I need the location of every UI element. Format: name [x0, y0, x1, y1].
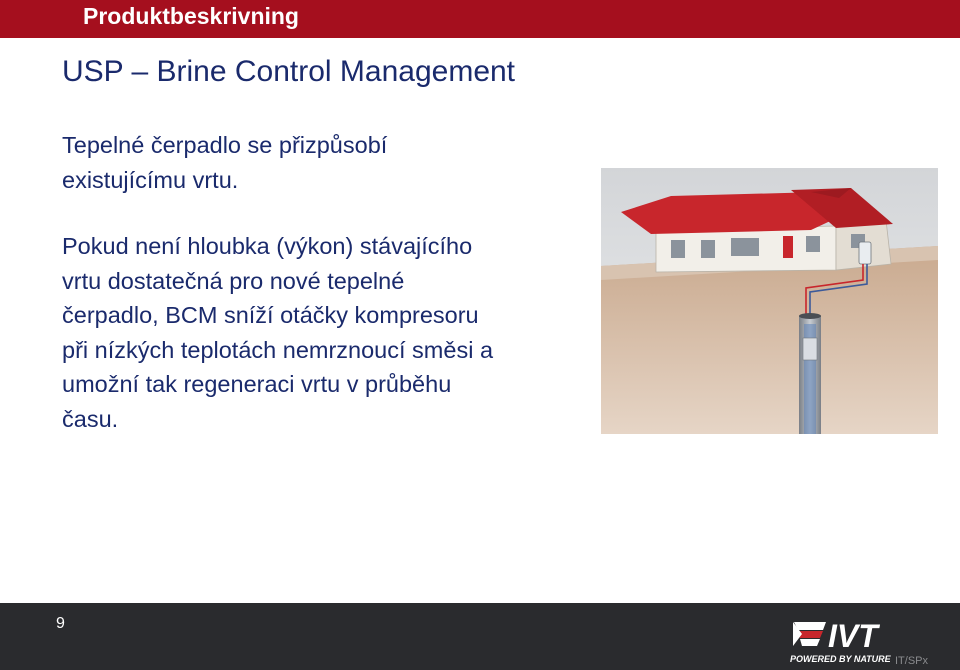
paragraph-intro [62, 128, 387, 197]
paragraph-line: existujícímu vrtu. [62, 166, 239, 193]
paragraph-line: Tepelné čerpadlo se přizpůsobí [62, 132, 388, 158]
paragraph-line: Pokud není hloubka (výkon) stávajícího [62, 233, 473, 259]
slide-heading: USP – Brine Control Management [62, 55, 516, 88]
paragraph-line: umožní tak regeneraci vrtu v průběhu [62, 371, 452, 397]
footer-code: IT/SPx [895, 655, 929, 667]
paragraph-body [62, 229, 493, 436]
logo-text: IVT [828, 618, 878, 654]
header-title: Produktbeskrivning [83, 3, 299, 29]
logo-tagline: POWERED BY NATURE [790, 654, 891, 664]
paragraph-line: času. [62, 405, 119, 432]
ivt-logo [790, 618, 910, 668]
paragraph-line: čerpadlo, BCM sníží otáčky kompresoru [62, 302, 479, 328]
house-with-borehole-illustration [601, 168, 938, 434]
paragraph-line: při nízkých teplotách nemrznoucí směsi a [62, 336, 494, 363]
paragraph-line: vrtu dostatečná pro nové tepelné [62, 267, 405, 294]
page-number: 9 [56, 615, 65, 632]
